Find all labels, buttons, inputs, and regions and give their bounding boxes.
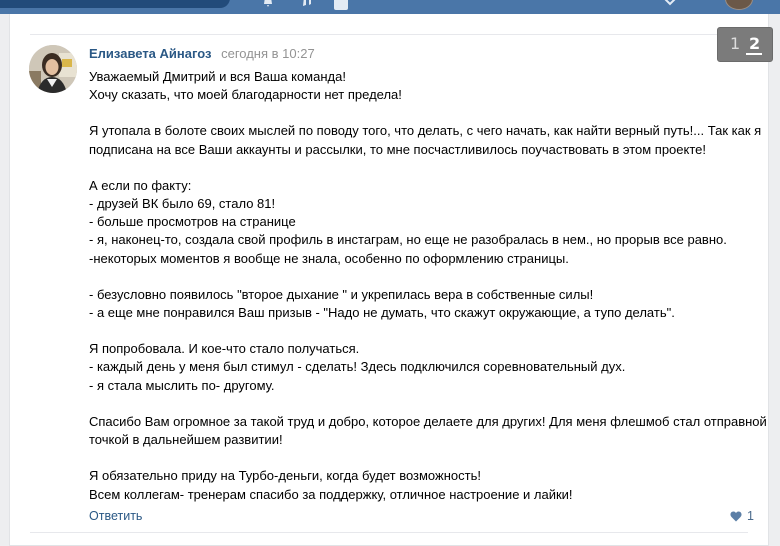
comment-line: - безусловно появилось "второе дыхание " и укрепилась вера в собственные силы! bbox=[89, 286, 594, 302]
paragraph-gap bbox=[89, 159, 749, 177]
caret-down-icon[interactable] bbox=[664, 0, 676, 7]
comment-line: Я обязательно приду на Турбо-деньги, когда будет возможность! bbox=[89, 468, 481, 484]
apps-icon[interactable] bbox=[334, 0, 348, 10]
reply-button[interactable]: Ответить bbox=[89, 509, 143, 523]
paragraph-gap bbox=[89, 322, 749, 340]
page-switcher[interactable] bbox=[717, 27, 773, 62]
paragraph-gap bbox=[89, 449, 749, 467]
page-1-label[interactable]: 1 bbox=[730, 34, 741, 53]
top-navigation-bar bbox=[0, 0, 780, 14]
comment-line: Всем коллегам- тренерам спасибо за поддержку, отличное настроение и лайки! bbox=[89, 486, 573, 502]
paragraph-gap bbox=[89, 104, 749, 122]
paragraph-gap bbox=[89, 268, 749, 286]
avatar[interactable] bbox=[29, 45, 77, 93]
comment-line: -некоторых моментов я вообще не знала, особенно по оформлению страницы. bbox=[89, 250, 569, 266]
avatar-photo bbox=[29, 45, 77, 93]
page-2-label[interactable]: 2 bbox=[749, 34, 761, 53]
comment-header bbox=[89, 46, 315, 61]
music-icon[interactable] bbox=[300, 0, 312, 7]
paragraph-gap bbox=[89, 395, 749, 413]
user-avatar-menu[interactable] bbox=[725, 0, 753, 10]
comment-line: подписана на все Ваши аккаунты и рассылки, то мне посчастливилось поучаствовать в этом проекте! bbox=[89, 141, 706, 157]
comment-line: точкой в дальнейшем развитии! bbox=[89, 432, 283, 448]
search-field[interactable] bbox=[0, 0, 230, 8]
comment-line: Спасибо Вам огромное за такой труд и добро, которое делаете для других! Для меня флешмоб стал отправной bbox=[89, 413, 767, 429]
active-page-indicator bbox=[746, 53, 762, 55]
comment-line: Я утопала в болоте своих мыслей по поводу того, что делать, с чего начать, как найти верный путь!... Так как я bbox=[89, 123, 762, 139]
comment-line: Хочу сказать, что моей благодарности нет предела! bbox=[89, 87, 402, 103]
comment-text bbox=[89, 68, 767, 504]
heart-icon bbox=[730, 511, 742, 522]
divider bbox=[30, 532, 748, 533]
comment-timestamp[interactable]: сегодня в 10:27 bbox=[221, 46, 315, 61]
comment-line: - больше просмотров на странице bbox=[89, 214, 296, 230]
comment-line: Я попробовала. И кое-что стало получаться. bbox=[89, 341, 360, 357]
comments-card bbox=[9, 14, 769, 546]
comment-line: - а еще мне понравился Ваш призыв - "Надо не думать, что скажут окружающие, а тупо делать". bbox=[89, 304, 675, 320]
comment-line: - я стала мыслить по- другому. bbox=[89, 377, 275, 393]
like-count: 1 bbox=[747, 509, 754, 523]
comment-line: - каждый день у меня был стимул - сделать! Здесь подключился соревновательный дух. bbox=[89, 359, 626, 375]
divider bbox=[30, 34, 748, 35]
comment-line: - я, наконец-то, создала свой профиль в инстаграм, но еще не разобралась в нем., но прорыв все равно. bbox=[89, 232, 727, 248]
comment-line: А если по факту: bbox=[89, 177, 192, 193]
comment-line: - друзей ВК было 69, стало 81! bbox=[89, 196, 276, 212]
author-name-link[interactable]: Елизавета Айнагоз bbox=[89, 46, 212, 61]
comment-line: Уважаемый Дмитрий и вся Ваша команда! bbox=[89, 69, 346, 84]
like-button[interactable] bbox=[730, 509, 754, 523]
bell-icon[interactable] bbox=[262, 0, 274, 7]
